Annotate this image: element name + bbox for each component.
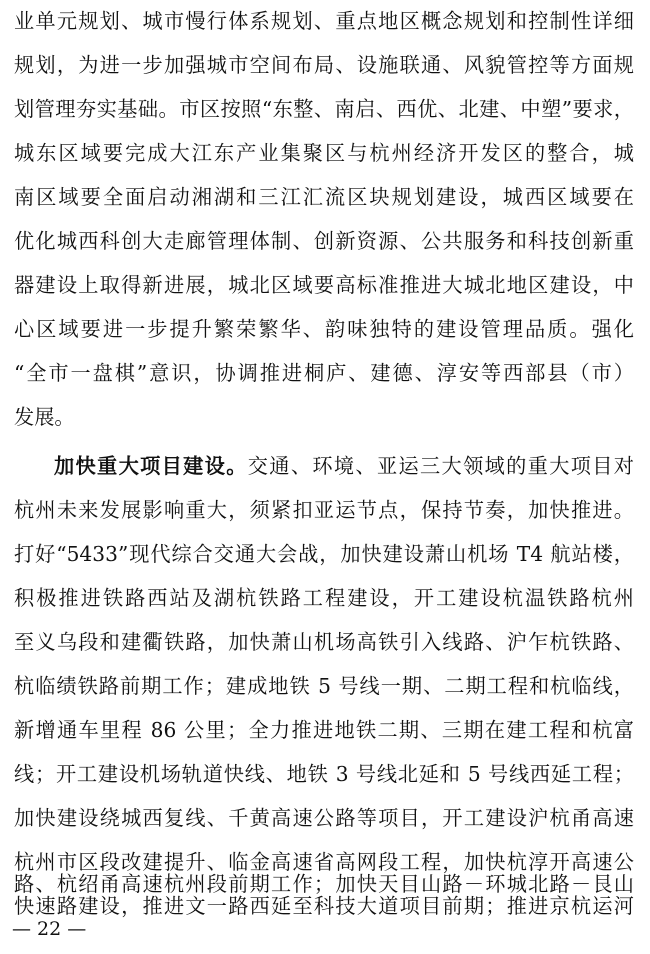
section-first-line [54, 447, 634, 485]
text-line: 新增通车里程 86 公里；全力推进地铁二期、三期在建工程和杭富 [14, 718, 634, 742]
text-line: 器建设上取得新进展，城北区域要高标准推进大城北地区建设，中 [14, 273, 634, 297]
text-line: 业单元规划、城市慢行体系规划、重点地区概念规划和控制性详细 [14, 9, 634, 33]
text-line: 优化城西科创大走廊管理体制、创新资源、公共服务和科技创新重 [14, 229, 634, 253]
text-line: 杭州市区段改建提升、临金高速省高网段工程，加快杭淳开高速公 [14, 850, 634, 874]
text-line: 南区域要全面启动湘湖和三江汇流区块规划建设，城西区域要在 [14, 185, 634, 209]
text-line: 划管理夯实基础。市区按照“东整、南启、西优、北建、中塑”要求， [14, 97, 634, 121]
text-line: 杭州未来发展影响重大，须紧扣亚运节点，保持节奏，加快推进。 [14, 498, 634, 522]
text-line: 积极推进铁路西站及湖杭铁路工程建设，开工建设杭温铁路杭州 [14, 586, 634, 610]
text-line: 线；开工建设机场轨道快线、地铁 3 号线北延和 5 号线西延工程； [14, 762, 634, 786]
text-line: 心区域要进一步提升繁荣繁华、韵味独特的建设管理品质。强化 [14, 317, 634, 341]
text-line: 打好“5433”现代综合交通大会战，加快建设萧山机场 T4 航站楼， [14, 542, 634, 566]
text-line: 快速路建设，推进文一路西延至科技大道项目前期；推进京杭运河 [14, 894, 634, 918]
section-first-line-text: 交通、环境、亚运三大领域的重大项目对 [247, 454, 634, 478]
text-line: 路、杭绍甬高速杭州段前期工作；加快天目山路－环城北路－艮山 [14, 872, 634, 896]
text-line: 加快建设绕城西复线、千黄高速公路等项目，开工建设沪杭甬高速 [14, 806, 634, 830]
page-number: — 22 — [12, 918, 87, 940]
text-line: 城东区域要完成大江东产业集聚区与杭州经济开发区的整合，城 [14, 141, 634, 165]
text-line: 至义乌段和建衢铁路，加快萧山机场高铁引入线路、沪乍杭铁路、 [14, 630, 634, 654]
text-line: 发展。 [14, 405, 75, 429]
text-line: 杭临绩铁路前期工作；建成地铁 5 号线一期、二期工程和杭临线， [14, 674, 634, 698]
text-line: 规划，为进一步加强城市空间布局、设施联通、风貌管控等方面规 [14, 53, 634, 77]
section-heading: 加快重大项目建设。 [54, 454, 248, 478]
text-line: “全市一盘棋”意识，协调推进桐庐、建德、淳安等西部县（市） [14, 361, 634, 385]
